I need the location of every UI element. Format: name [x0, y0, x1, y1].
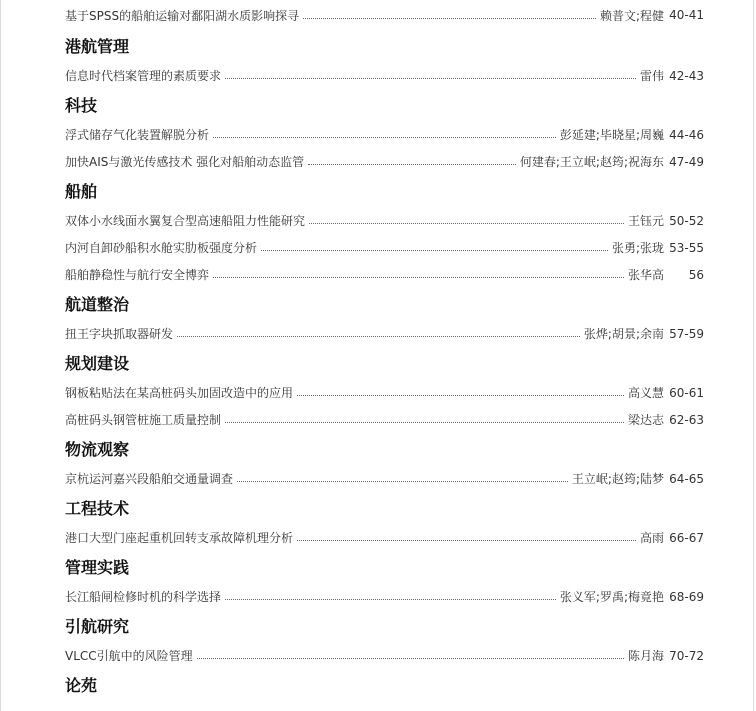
dot-leader: [197, 658, 624, 659]
toc-entry-authors: 张勇;张珑: [611, 241, 664, 255]
toc-entry-title: 加快AIS与激光传感技术 强化对船舶动态监管: [65, 155, 305, 169]
dot-leader: [261, 250, 608, 251]
section-heading: 工程技术: [65, 499, 130, 518]
toc-entry[interactable]: [65, 524, 704, 551]
toc-entry-pages: 57-59: [669, 326, 704, 341]
toc-entry[interactable]: [65, 207, 704, 234]
toc-entry-title: 京杭运河嘉兴段船舶交通量调查: [65, 472, 234, 486]
toc-entry-authors: 梁达志: [627, 413, 664, 427]
table-of-contents: [65, 0, 704, 701]
toc-entry[interactable]: [65, 583, 704, 610]
dot-leader: [177, 336, 580, 337]
toc-entry-authors: 王钰元: [627, 214, 664, 228]
toc-entry-authors: 彭延建;毕晓星;周巍: [559, 128, 664, 142]
toc-entry-title: VLCC引航中的风险管理: [65, 649, 193, 663]
dot-leader: [213, 277, 624, 278]
toc-entry[interactable]: [65, 121, 704, 148]
toc-entry-pages: 44-46: [669, 127, 704, 142]
dot-leader: [213, 137, 556, 138]
toc-entry-authors: 陈月海: [627, 649, 664, 663]
toc-entry[interactable]: [65, 379, 704, 406]
toc-entry-authors: 张烨;胡景;余南: [583, 327, 664, 341]
toc-entry-title: 港口大型门座起重机回转支承故障机理分析: [65, 531, 294, 545]
toc-entry-authors: 高义慧: [627, 386, 664, 400]
toc-entry-title: 船舶静稳性与航行安全博弈: [65, 268, 210, 282]
toc-entry-pages: 60-61: [669, 385, 704, 400]
toc-entry[interactable]: [65, 62, 704, 89]
toc-entry-title: 双体小水线面水翼复合型高速船阻力性能研究: [65, 214, 306, 228]
toc-entry-authors: 何建春;王立岷;赵筠;祝海东: [519, 155, 664, 169]
dot-leader: [297, 540, 636, 541]
section-heading: 航道整治: [65, 295, 130, 314]
toc-entry-title: 基于SPSS的船舶运输对鄱阳湖水质影响探寻: [65, 8, 300, 23]
toc-entry[interactable]: [65, 320, 704, 347]
toc-entry-authors: 赖普文;程健: [599, 8, 664, 23]
section-heading: 物流观察: [65, 440, 130, 459]
dot-leader: [309, 223, 624, 224]
toc-entry-authors: 张华高: [627, 268, 664, 282]
toc-entry-pages: 53-55: [669, 240, 704, 255]
toc-entry[interactable]: [65, 234, 704, 261]
toc-entry-pages: 64-65: [669, 471, 704, 486]
dot-leader: [237, 481, 568, 482]
toc-entry-title: 高桩码头钢管桩施工质量控制: [65, 413, 222, 427]
section-heading: 船舶: [65, 182, 98, 201]
toc-entry[interactable]: [65, 642, 704, 669]
toc-entry[interactable]: [65, 261, 704, 288]
dot-leader: [303, 18, 596, 19]
section-heading: 科技: [65, 96, 98, 115]
toc-entry-pages: 42-43: [669, 68, 704, 83]
toc-entry-title: 长江船闸检修时机的科学选择: [65, 590, 222, 604]
toc-entry-pages: 68-69: [669, 589, 704, 604]
toc-entry-pages: 70-72: [669, 648, 704, 663]
toc-entry-pages: 50-52: [669, 213, 704, 228]
toc-entry-title: 内河自卸砂船积水舱实肋板强度分析: [65, 241, 258, 255]
toc-entry[interactable]: [65, 148, 704, 175]
dot-leader: [308, 164, 516, 165]
dot-leader: [225, 78, 636, 79]
toc-entry[interactable]: [65, 465, 704, 492]
toc-entry-pages: 40-41: [669, 8, 704, 22]
section-heading: 论苑: [65, 676, 98, 695]
dot-leader: [225, 599, 556, 600]
toc-entry-title: 钢板粘贴法在某高桩码头加固改造中的应用: [65, 386, 294, 400]
section-heading: 规划建设: [65, 354, 130, 373]
section-heading: 引航研究: [65, 617, 130, 636]
toc-entry-pages: 47-49: [669, 154, 704, 169]
toc-entry-title: 扭王字块抓取器研发: [65, 327, 174, 341]
toc-sections: [65, 32, 704, 701]
toc-entry-authors: 王立岷;赵筠;陆梦: [571, 472, 664, 486]
dot-leader: [225, 422, 624, 423]
toc-entry-authors: 高雨: [639, 531, 664, 545]
section-heading: 管理实践: [65, 558, 130, 577]
toc-entry[interactable]: [65, 406, 704, 433]
toc-entry-authors: 雷伟: [639, 69, 664, 83]
toc-entry-pages: 62-63: [669, 412, 704, 427]
dot-leader: [297, 395, 624, 396]
toc-entry-pages: 66-67: [669, 530, 704, 545]
toc-entry[interactable]: [65, 0, 704, 30]
toc-entry-title: 浮式储存气化装置解脱分析: [65, 128, 210, 142]
toc-entry-title: 信息时代档案管理的素质要求: [65, 69, 222, 83]
toc-entry-pages: 56: [688, 267, 704, 282]
toc-entry-authors: 张义军;罗禹;梅竟艳: [559, 590, 664, 604]
section-heading: 港航管理: [65, 37, 130, 56]
